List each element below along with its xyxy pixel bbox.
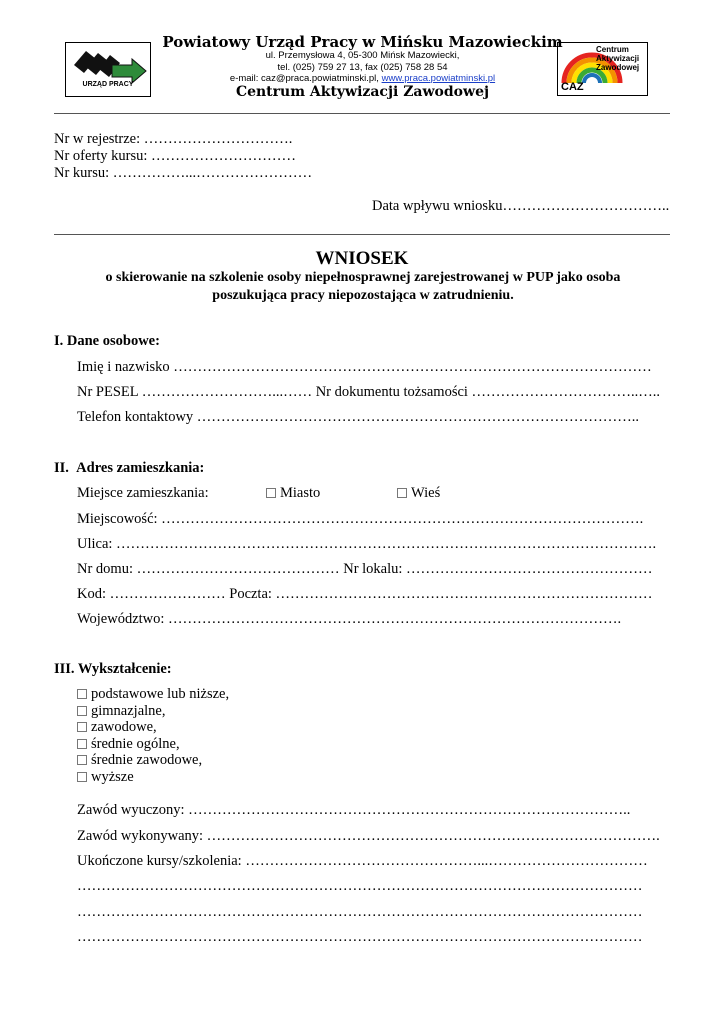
caz-text-3: Zawodowej xyxy=(596,63,640,72)
phone-line: tel. (025) 759 27 13, fax (025) 758 28 54 xyxy=(277,62,448,73)
center-name: Centrum Aktywizacji Zawodowej xyxy=(235,84,490,100)
education-option[interactable] xyxy=(77,719,229,736)
education-option[interactable] xyxy=(77,736,229,753)
postal-code-field[interactable]: Kod: …………………… Poczta: …………………………………………………………………… xyxy=(77,586,653,602)
pesel-field[interactable]: Nr PESEL ………………………...…… Nr dokumentu tożsamości ……………………………..….. xyxy=(77,384,661,400)
education-option[interactable] xyxy=(77,703,229,720)
checkbox[interactable] xyxy=(77,772,87,782)
checkbox[interactable] xyxy=(77,755,87,765)
urzad-pracy-logo xyxy=(65,42,151,97)
section-address-label: Adres zamieszkania: xyxy=(76,460,205,476)
institution-name: Powiatowy Urząd Pracy w Mińsku Mazowieckim xyxy=(162,33,563,51)
performed-profession-field[interactable]: Zawód wykonywany: …………………………………………………………………………………. xyxy=(77,828,660,844)
courses-blank-line[interactable]: ……………………………………………………………………………………………………… xyxy=(77,929,643,945)
courses-blank-line[interactable]: ……………………………………………………………………………………………………… xyxy=(77,904,643,920)
cards-arrow-icon xyxy=(66,43,150,96)
checkbox[interactable] xyxy=(77,706,87,716)
registry-divider xyxy=(54,234,670,235)
email-text: e-mail: caz@praca.powiatminski.pl, xyxy=(229,73,382,84)
section-education-heading: III. Wykształcenie: xyxy=(54,661,172,677)
option-label: wyższe xyxy=(91,768,134,785)
education-option[interactable] xyxy=(77,686,229,703)
subtitle-line-2: poszukująca pracy niepozostająca w zatrudnieniu. xyxy=(212,288,514,303)
section-address-heading xyxy=(54,460,204,477)
checkbox[interactable] xyxy=(77,739,87,749)
option-village[interactable] xyxy=(397,485,440,502)
caz-logo xyxy=(557,42,648,96)
option-city[interactable] xyxy=(266,485,320,502)
form-title: WNIOSEK xyxy=(315,248,409,269)
address-line: ul. Przemysłowa 4, 05-300 Mińsk Mazowiecki, xyxy=(265,50,460,61)
locality-field[interactable]: Miejscowość: ………………………………………………………………………………………. xyxy=(77,511,644,527)
village-checkbox[interactable] xyxy=(397,488,407,498)
street-field[interactable]: Ulica: …………………………………………………………………………………………………. xyxy=(77,536,657,552)
logo-caption: URZĄD PRACY xyxy=(82,81,134,88)
phone-field[interactable]: Telefon kontaktowy ……………………………………………………………………………….. xyxy=(77,409,640,425)
residence-label: Miejsce zamieszkania: xyxy=(77,485,209,501)
website-link[interactable]: www.praca.powiatminski.pl xyxy=(381,73,496,84)
option-label: zawodowe, xyxy=(91,719,157,736)
checkbox[interactable] xyxy=(77,722,87,732)
email-line xyxy=(160,73,565,84)
education-option[interactable] xyxy=(77,769,229,786)
checkbox[interactable] xyxy=(77,689,87,699)
form-subtitle xyxy=(70,269,656,305)
registry-number: Nr w rejestrze: …………………………. xyxy=(54,131,293,147)
option-label: podstawowe lub niższe, xyxy=(91,686,230,702)
header-divider xyxy=(54,113,670,114)
education-option[interactable] xyxy=(77,752,229,769)
receipt-date: Data wpływu wniosku…………………………….. xyxy=(372,198,670,214)
house-number-field[interactable]: Nr domu: …………………………………… Nr lokalu: …………………………………………… xyxy=(77,561,653,577)
village-label: Wieś xyxy=(411,485,441,501)
option-label: średnie ogólne, xyxy=(91,735,180,752)
learned-profession-field[interactable]: Zawód wyuczony: ……………………………………………………………………………….. xyxy=(77,802,631,818)
option-label: średnie zawodowe, xyxy=(91,752,203,769)
option-label: gimnazjalne, xyxy=(91,702,166,719)
education-options xyxy=(77,686,229,786)
subtitle-line-1: o skierowanie na szkolenie osoby niepełnosprawnej zarejestrowanej w PUP jako osoba xyxy=(105,270,621,285)
name-field[interactable]: Imię i nazwisko ……………………………………………………………………………………… xyxy=(77,359,652,375)
section-personal-heading: I. Dane osobowe: xyxy=(54,333,160,349)
courses-blank-line[interactable]: ……………………………………………………………………………………………………… xyxy=(77,878,643,894)
section-address-number: II. xyxy=(54,460,69,476)
offer-number: Nr oferty kursu: ………………………… xyxy=(54,148,297,164)
caz-text-2: Aktywizacji xyxy=(596,54,640,63)
city-label: Miasto xyxy=(280,485,321,501)
city-checkbox[interactable] xyxy=(266,488,276,498)
caz-abbr: CAZ xyxy=(561,81,584,93)
course-number: Nr kursu: ……………...…………………… xyxy=(54,165,313,181)
courses-field[interactable]: Ukończone kursy/szkolenia: …………………………………………...…………………………… xyxy=(77,853,648,869)
voivodeship-field[interactable]: Województwo: …………………………………………………………………………………. xyxy=(77,611,622,627)
caz-text-1: Centrum xyxy=(596,45,629,54)
